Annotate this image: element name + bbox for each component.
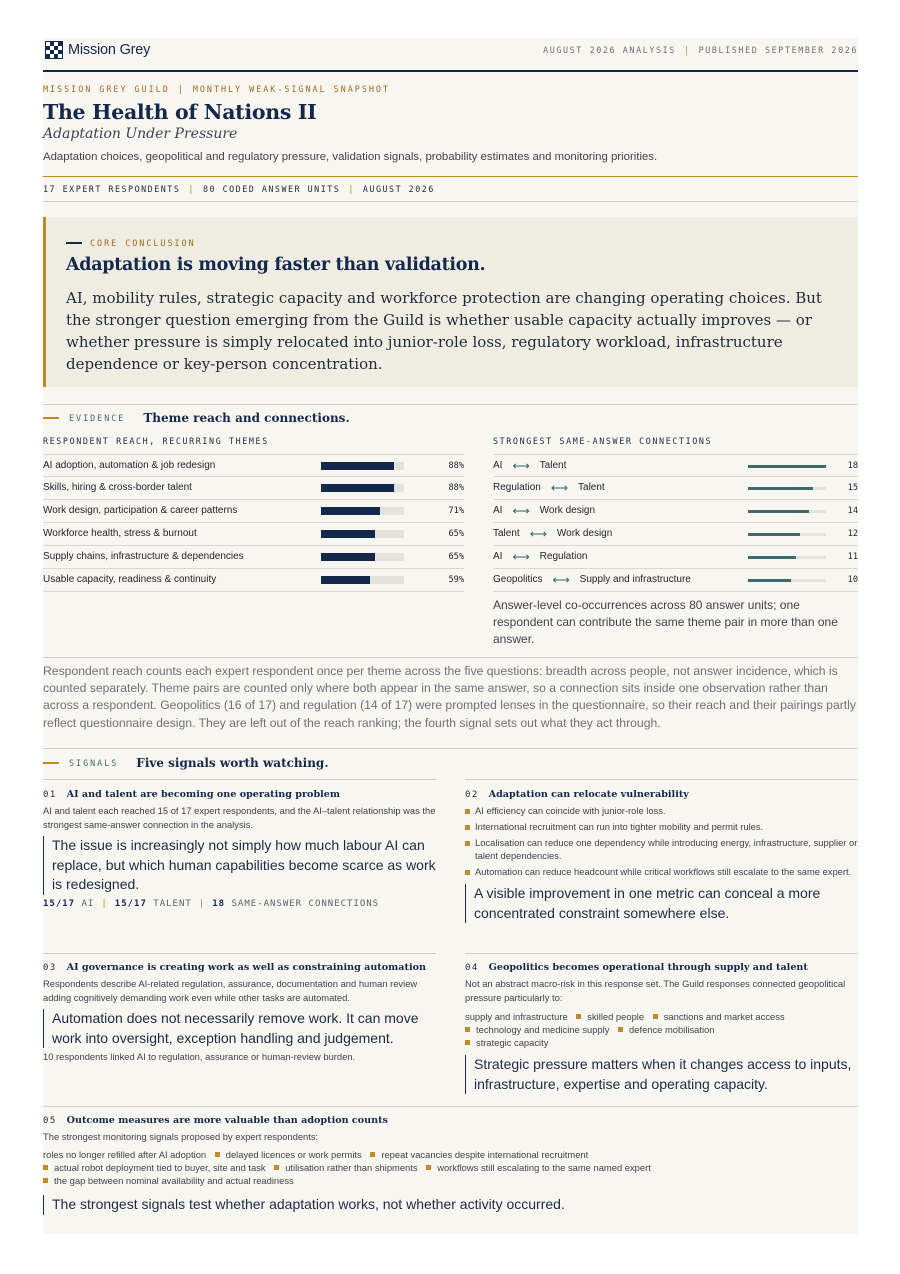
reach-theme: Workforce health, stress & burnout xyxy=(43,528,197,539)
connection-theme-a: Geopolitics xyxy=(493,574,543,585)
methods-note: Respondent reach counts each expert respondent once per theme across the five questions: breadth across people, not answer incidence, which is counted separately. Theme pairs are counted only where both appear in the same answer, so a connection sits inside one observation rather than across a respondent. Geopolitics (16 of 17) and regulation (14 of 17) were prompted lenses in the questionnaire, so their reach and their pairings partly reflect questionnaire design. They are left out of the reach ranking; the fourth signal sets out what they act through. xyxy=(43,664,856,730)
connection-pair xyxy=(493,460,566,471)
signal-01-heading xyxy=(43,789,436,800)
report-page xyxy=(43,38,858,1234)
signal-01-title: AI and talent are becoming one operating problem xyxy=(66,789,341,800)
connection-bar xyxy=(748,533,800,536)
connection-bar-track xyxy=(748,533,826,536)
connection-theme-a: AI xyxy=(493,460,503,471)
kicker-format: MONTHLY WEAK-SIGNAL SNAPSHOT xyxy=(192,84,390,94)
connection-bar xyxy=(748,487,813,490)
meta-date: AUGUST 2026 xyxy=(362,184,435,194)
signal-02-bullet xyxy=(465,820,858,833)
signal-01-rule xyxy=(43,779,436,780)
signal-05-item-text: the gap between nominal availability and actual readiness xyxy=(54,1175,294,1186)
signal-03-number: 03 xyxy=(43,963,57,973)
connection-row xyxy=(493,523,858,546)
signal-04-item-text: sanctions and market access xyxy=(663,1011,785,1022)
mission-grey-logo-icon xyxy=(45,41,63,59)
signal-03-body: Respondents describe AI-related regulation, assurance, documentation and human review adding cognitively demanding work even while other tasks are automated. xyxy=(43,978,418,1003)
page-title: The Health of Nations II xyxy=(43,100,317,124)
reach-bar xyxy=(321,507,380,515)
connection-theme-b: Talent xyxy=(578,482,605,493)
signal-05-item-text: utilisation rather than shipments xyxy=(285,1162,418,1173)
brand-name: Mission Grey xyxy=(68,42,151,58)
reach-value: 65% xyxy=(448,529,464,539)
connection-theme-a: AI xyxy=(493,505,503,516)
connection-theme-a: AI xyxy=(493,551,503,562)
connection-bar-track xyxy=(748,465,826,468)
signal-04-item xyxy=(653,1011,785,1022)
methods-rule xyxy=(43,657,858,658)
connection-pair xyxy=(493,505,595,516)
signal-04-item-text: skilled people xyxy=(587,1011,645,1022)
meta-rule-top xyxy=(43,176,858,177)
stat-ai-value: 15/17 xyxy=(43,898,76,909)
signal-05-title: Outcome measures are more valuable than adoption counts xyxy=(66,1115,388,1126)
signal-05-body: The strongest monitoring signals proposed by expert respondents: xyxy=(43,1131,319,1142)
signal-04-title: Geopolitics becomes operational through supply and talent xyxy=(488,962,808,973)
connection-theme-b: Work design xyxy=(556,528,613,539)
signal-05-item xyxy=(43,1162,266,1173)
evidence-tag: EVIDENCE xyxy=(69,413,126,423)
meta-answer-units: 80 CODED ANSWER UNITS xyxy=(202,184,341,194)
reach-list xyxy=(43,454,464,592)
signal-05-rule xyxy=(43,1106,858,1107)
signal-05-item xyxy=(370,1149,588,1160)
signal-03-title: AI governance is creating work as well as constraining automation xyxy=(66,962,426,973)
signal-02-bullet-text: Automation can reduce headcount while critical workflows still escalate to the same expert. xyxy=(475,866,852,877)
reach-bar xyxy=(321,553,375,561)
signal-02-bullet xyxy=(465,865,858,878)
reach-bar-track xyxy=(321,576,404,584)
double-arrow-icon: ⟷ xyxy=(552,572,570,587)
connection-value: 11 xyxy=(847,552,858,562)
edition-label: AUGUST 2026 ANALYSIS xyxy=(543,45,676,55)
connection-pair xyxy=(493,528,612,539)
reach-theme: Supply chains, infrastructure & dependencies xyxy=(43,551,244,562)
connection-theme-b: Regulation xyxy=(539,551,588,562)
reach-value: 88% xyxy=(448,461,464,471)
connection-row xyxy=(493,454,858,477)
signal-05 xyxy=(43,1115,858,1215)
signal-05-items xyxy=(43,1148,858,1187)
kicker-series: MISSION GREY GUILD xyxy=(43,84,170,94)
connections-note: Answer-level co-occurrences across 80 answer units; one respondent can contribute the same theme pair in more than one answer. xyxy=(493,598,838,646)
double-arrow-icon: ⟷ xyxy=(512,503,530,518)
signal-04-number: 04 xyxy=(465,963,479,973)
signal-02-bullet-text: AI efficiency can coincide with junior-role loss. xyxy=(475,805,666,816)
connection-row xyxy=(493,500,858,523)
double-arrow-icon: ⟷ xyxy=(512,458,530,473)
signal-05-item-text: workflows still escalating to the same named expert xyxy=(437,1162,651,1173)
signal-02-bullet xyxy=(465,836,858,862)
signal-04-item xyxy=(465,1037,548,1048)
reach-value: 65% xyxy=(448,552,464,562)
signal-01-quote: The issue is increasingly not simply how much labour AI can replace, but which human capabilities become scarce as work is redesigned. xyxy=(43,836,436,895)
connections-label: STRONGEST SAME-ANSWER CONNECTIONS xyxy=(493,436,713,446)
lede: Adaptation choices, geopolitical and regulatory pressure, validation signals, probability estimates and monitoring priorities. xyxy=(43,151,658,163)
reach-row xyxy=(43,500,464,523)
connection-theme-a: Talent xyxy=(493,528,520,539)
signals-rule xyxy=(43,748,858,749)
connections-list xyxy=(493,454,858,592)
reach-row xyxy=(43,569,464,592)
connection-bar xyxy=(748,556,796,559)
reach-bar-track xyxy=(321,507,404,515)
signal-02-bullet xyxy=(465,804,858,817)
signal-05-item xyxy=(43,1175,294,1186)
signal-02-number: 02 xyxy=(465,790,479,800)
reach-value: 59% xyxy=(448,575,464,585)
signal-04-rule xyxy=(465,953,858,954)
evidence-header xyxy=(43,411,350,425)
signal-04-item-text: strategic capacity xyxy=(476,1037,549,1048)
signal-04-item xyxy=(465,1011,568,1022)
signal-01-number: 01 xyxy=(43,790,57,800)
page-subtitle: Adaptation Under Pressure xyxy=(43,126,238,142)
reach-row xyxy=(43,546,464,569)
signal-04-quote: Strategic pressure matters when it changes access to inputs, infrastructure, expertise and operating capacity. xyxy=(465,1055,858,1094)
reach-theme: Usable capacity, readiness & continuity xyxy=(43,574,217,585)
core-conclusion-headline: Adaptation is moving faster than validation. xyxy=(66,255,486,275)
signals-header xyxy=(43,756,329,770)
reach-row xyxy=(43,454,464,477)
signal-05-item-text: actual robot deployment tied to buyer, site and task xyxy=(54,1162,266,1173)
signal-02-rule xyxy=(465,779,858,780)
signal-03-footnote: 10 respondents linked AI to regulation, assurance or human-review burden. xyxy=(43,1051,356,1062)
reach-label: RESPONDENT REACH, RECURRING THEMES xyxy=(43,436,269,446)
connection-pair xyxy=(493,574,691,585)
evidence-rule xyxy=(43,404,858,405)
connection-pair xyxy=(493,551,587,562)
stat-connections-label: SAME-ANSWER CONNECTIONS xyxy=(231,898,380,909)
signal-05-item xyxy=(215,1149,362,1160)
signal-02-quote: A visible improvement in one metric can conceal a more concentrated constraint somewhere else. xyxy=(465,884,858,923)
signal-05-heading xyxy=(43,1115,858,1126)
reach-theme: AI adoption, automation & job redesign xyxy=(43,460,216,471)
brand xyxy=(45,41,150,59)
reach-value: 88% xyxy=(448,483,464,493)
reach-bar xyxy=(321,484,394,492)
signals-title: Five signals worth watching. xyxy=(136,756,329,770)
edition-line: AUGUST 2026 ANALYSIS | PUBLISHED SEPTEMBER 2026 xyxy=(543,45,858,55)
reach-bar xyxy=(321,576,370,584)
signal-02 xyxy=(465,789,858,923)
reach-row xyxy=(43,523,464,546)
signal-05-quote: The strongest signals test whether adaptation works, not whether activity occurred. xyxy=(43,1195,858,1215)
connection-value: 18 xyxy=(847,461,858,471)
connection-row xyxy=(493,546,858,569)
reach-bar-track xyxy=(321,553,404,561)
core-conclusion-label xyxy=(66,238,196,248)
connection-bar xyxy=(748,579,791,582)
signal-02-heading xyxy=(465,789,858,800)
core-conclusion-body: AI, mobility rules, strategic capacity and workforce protection are changing operating choices. But the stronger question emerging from the Guild is whether usable capacity actually improves — or whether pressure is simply relocated into junior-role loss, regulatory workload, infrastructure dependence or key-person concentration. xyxy=(66,289,822,373)
signal-03-heading xyxy=(43,962,436,973)
signal-04-heading xyxy=(465,962,858,973)
stat-talent-value: 15/17 xyxy=(114,898,147,909)
core-conclusion-label-text: CORE CONCLUSION xyxy=(90,238,196,248)
reach-row xyxy=(43,477,464,500)
connection-theme-b: Work design xyxy=(539,505,596,516)
meta-respondents: 17 EXPERT RESPONDENTS xyxy=(43,184,181,194)
signal-02-bullet-text: Localisation can reduce one dependency while introducing energy, infrastructure, supplier or talent dependencies. xyxy=(475,837,858,861)
signal-01-body: AI and talent each reached 15 of 17 expert respondents, and the AI–talent relationship was the strongest same-answer connection in the analysis. xyxy=(43,805,436,830)
signal-05-item-text: repeat vacancies despite international recruitment xyxy=(381,1149,589,1160)
double-arrow-icon: ⟷ xyxy=(529,526,547,541)
reach-theme: Work design, participation & career patterns xyxy=(43,505,238,516)
published-label: PUBLISHED SEPTEMBER 2026 xyxy=(698,45,858,55)
connection-bar-track xyxy=(748,579,826,582)
signal-04-item xyxy=(618,1024,714,1035)
signal-03-quote: Automation does not necessarily remove work. It can move work into oversight, exception handling and judgement. xyxy=(43,1009,436,1048)
signal-04-item-text: supply and infrastructure xyxy=(465,1011,568,1022)
signal-05-item xyxy=(274,1162,417,1173)
signal-05-item xyxy=(43,1149,206,1160)
connection-pair xyxy=(493,482,605,493)
reach-bar xyxy=(321,530,375,538)
core-conclusion xyxy=(43,217,858,387)
signal-04-item xyxy=(576,1011,644,1022)
connection-bar-track xyxy=(748,556,826,559)
signal-04-item xyxy=(465,1024,609,1035)
signal-04-items xyxy=(465,1010,858,1049)
kicker: MISSION GREY GUILD | MONTHLY WEAK-SIGNAL SNAPSHOT xyxy=(43,84,390,94)
double-arrow-icon: ⟷ xyxy=(550,480,569,495)
signal-05-number: 05 xyxy=(43,1116,57,1126)
evidence-title: Theme reach and connections. xyxy=(143,411,350,425)
signal-01-stats: 15/17 AI | 15/17 TALENT | 18 SAME-ANSWER CONNECTIONS xyxy=(43,898,380,909)
signal-05-item-text: delayed licences or work permits xyxy=(225,1149,362,1160)
double-arrow-icon: ⟷ xyxy=(512,549,530,564)
signal-05-item xyxy=(426,1162,651,1173)
signal-02-title: Adaptation can relocate vulnerability xyxy=(488,789,689,800)
signal-05-item-text: roles no longer refilled after AI adoption xyxy=(43,1149,207,1160)
meta-line: 17 EXPERT RESPONDENTS | 80 CODED ANSWER UNITS | AUGUST 2026 xyxy=(43,184,435,194)
signals-tag: SIGNALS xyxy=(69,758,119,768)
signal-03-rule xyxy=(43,953,436,954)
connection-bar-track xyxy=(748,487,826,490)
connection-row xyxy=(493,569,858,592)
connection-theme-b: Supply and infrastructure xyxy=(579,574,691,585)
reach-bar xyxy=(321,462,394,470)
connection-theme-a: Regulation xyxy=(493,482,541,493)
signal-02-bullets xyxy=(465,804,858,878)
signal-04-item-text: defence mobilisation xyxy=(629,1024,715,1035)
connection-value: 14 xyxy=(847,506,858,516)
reach-bar-track xyxy=(321,484,404,492)
connection-value: 10 xyxy=(847,575,858,585)
reach-theme: Skills, hiring & cross-border talent xyxy=(43,482,192,493)
connection-bar xyxy=(748,465,826,468)
reach-bar-track xyxy=(321,530,404,538)
meta-rule-bottom xyxy=(43,201,858,202)
connection-row xyxy=(493,477,858,500)
signal-04-item-text: technology and medicine supply xyxy=(476,1024,610,1035)
stat-connections-value: 18 xyxy=(212,898,226,909)
reach-value: 71% xyxy=(448,506,464,516)
header-rule xyxy=(43,70,858,72)
signal-04-body: Not an abstract macro-risk in this response set. The Guild responses connected geopolitical pressure particularly to: xyxy=(465,978,846,1003)
connection-bar-track xyxy=(748,510,826,513)
signal-01 xyxy=(43,789,436,909)
signal-02-bullet-text: International recruitment can run into tighter mobility and permit rules. xyxy=(475,821,764,832)
connection-bar xyxy=(748,510,809,513)
signal-03 xyxy=(43,962,436,1064)
stat-talent-label: TALENT xyxy=(153,898,192,909)
reach-bar-track xyxy=(321,462,404,470)
signal-04 xyxy=(465,962,858,1094)
connection-theme-b: Talent xyxy=(539,460,567,471)
stat-ai-label: AI xyxy=(81,898,95,909)
connection-value: 12 xyxy=(847,529,858,539)
connection-value: 15 xyxy=(847,483,858,493)
